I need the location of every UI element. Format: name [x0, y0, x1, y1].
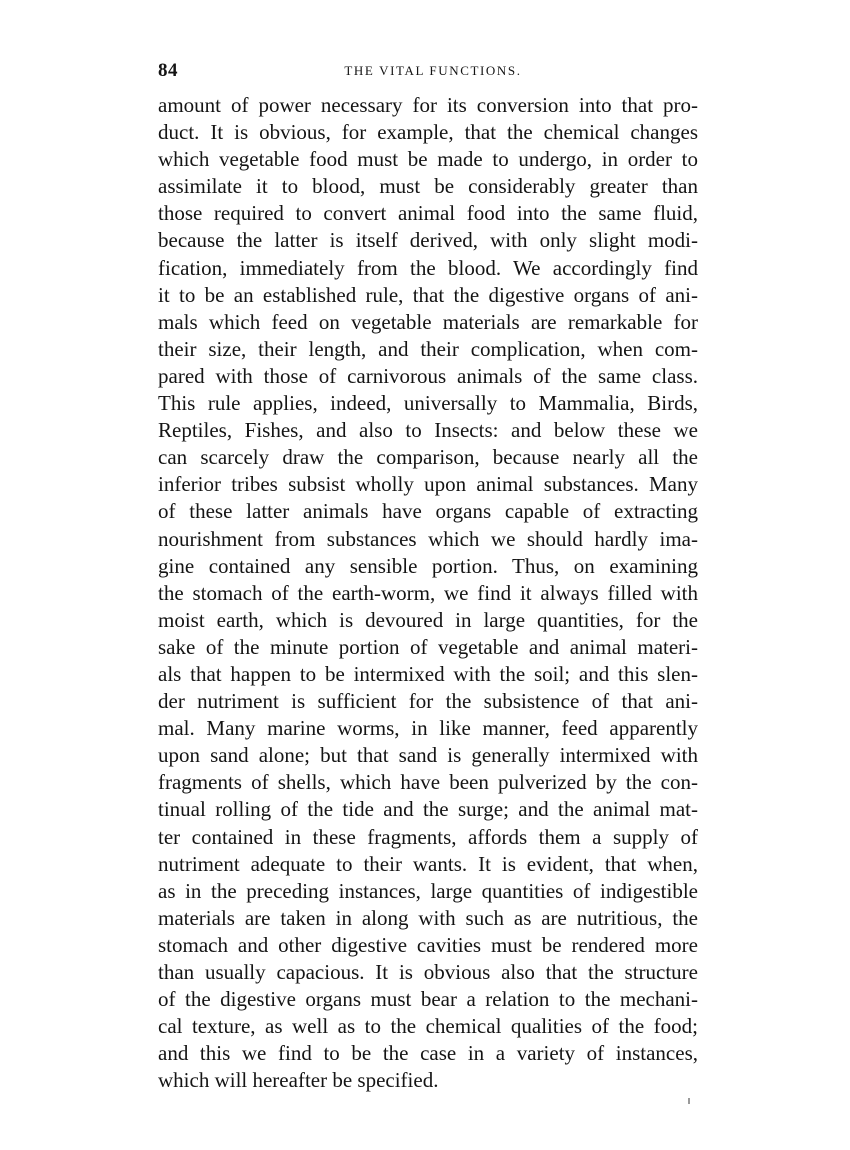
text-line: der nutriment is sufficient for the subsistence of that ani-: [158, 689, 698, 714]
text-line: because the latter is itself derived, with only slight modi-: [158, 228, 698, 253]
text-line: which vegetable food must be made to undergo, in order to: [158, 147, 698, 172]
text-line: amount of power necessary for its conversion into that pro-: [158, 93, 698, 117]
text-line: it to be an established rule, that the digestive organs of ani-: [158, 282, 698, 307]
text-line: tinual rolling of the tide and the surge; and the animal mat-: [158, 797, 698, 822]
text-line: materials are taken in along with such as are nutritious, the: [158, 905, 698, 930]
text-line: Reptiles, Fishes, and also to Insects: and below these we: [158, 418, 698, 443]
text-line: inferior tribes subsist wholly upon animal substances. Many: [158, 472, 698, 497]
text-line: sake of the minute portion of vegetable and animal materi-: [158, 634, 698, 659]
text-line: nutriment adequate to their wants. It is evident, that when,: [158, 851, 698, 876]
text-line: als that happen to be intermixed with the soil; and this slen-: [158, 661, 698, 686]
text-line: and this we find to be the case in a variety of instances,: [158, 1041, 698, 1066]
page-number: 84: [158, 60, 178, 81]
text-line: fication, immediately from the blood. We accordingly find: [158, 255, 698, 280]
text-line: ter contained in these fragments, affords them a supply of: [158, 824, 698, 849]
text-line: as in the preceding instances, large quantities of indigestible: [158, 878, 698, 903]
text-line: mal. Many marine worms, in like manner, feed apparently: [158, 716, 698, 741]
text-line: of these latter animals have organs capable of extracting: [158, 499, 698, 524]
text-line: duct. It is obvious, for example, that the chemical changes: [158, 120, 698, 145]
text-line: the stomach of the earth-worm, we find it always filled with: [158, 580, 698, 605]
text-line: assimilate it to blood, must be considerably greater than: [158, 174, 698, 199]
text-line: mals which feed on vegetable materials are remarkable for: [158, 309, 698, 334]
text-line: This rule applies, indeed, universally to Mammalia, Birds,: [158, 391, 698, 416]
text-line: which will hereafter be specified.: [158, 1068, 439, 1093]
text-line: than usually capacious. It is obvious also that the structure: [158, 960, 698, 984]
text-line: upon sand alone; but that sand is generally intermixed with: [158, 743, 698, 768]
text-line: fragments of shells, which have been pulverized by the con-: [158, 770, 698, 795]
text-line: pared with those of carnivorous animals of the same class.: [158, 363, 698, 388]
running-head: [158, 60, 698, 84]
text-line: of the digestive organs must bear a relation to the mechani-: [158, 987, 698, 1012]
text-line: moist earth, which is devoured in large quantities, for the: [158, 607, 698, 632]
text-line: their size, their length, and their complication, when com-: [158, 336, 698, 361]
text-line: nourishment from substances which we should hardly ima-: [158, 526, 698, 551]
printer-mark: [688, 1098, 690, 1104]
body-paragraph: [158, 92, 698, 1094]
running-title: THE VITAL FUNCTIONS.: [344, 63, 522, 78]
text-line: gine contained any sensible portion. Thus, on examining: [158, 553, 698, 578]
text-line: those required to convert animal food into the same fluid,: [158, 201, 698, 226]
text-line: cal texture, as well as to the chemical qualities of the food;: [158, 1014, 698, 1039]
text-line: can scarcely draw the comparison, because nearly all the: [158, 445, 698, 470]
text-line: stomach and other digestive cavities must be rendered more: [158, 932, 698, 957]
